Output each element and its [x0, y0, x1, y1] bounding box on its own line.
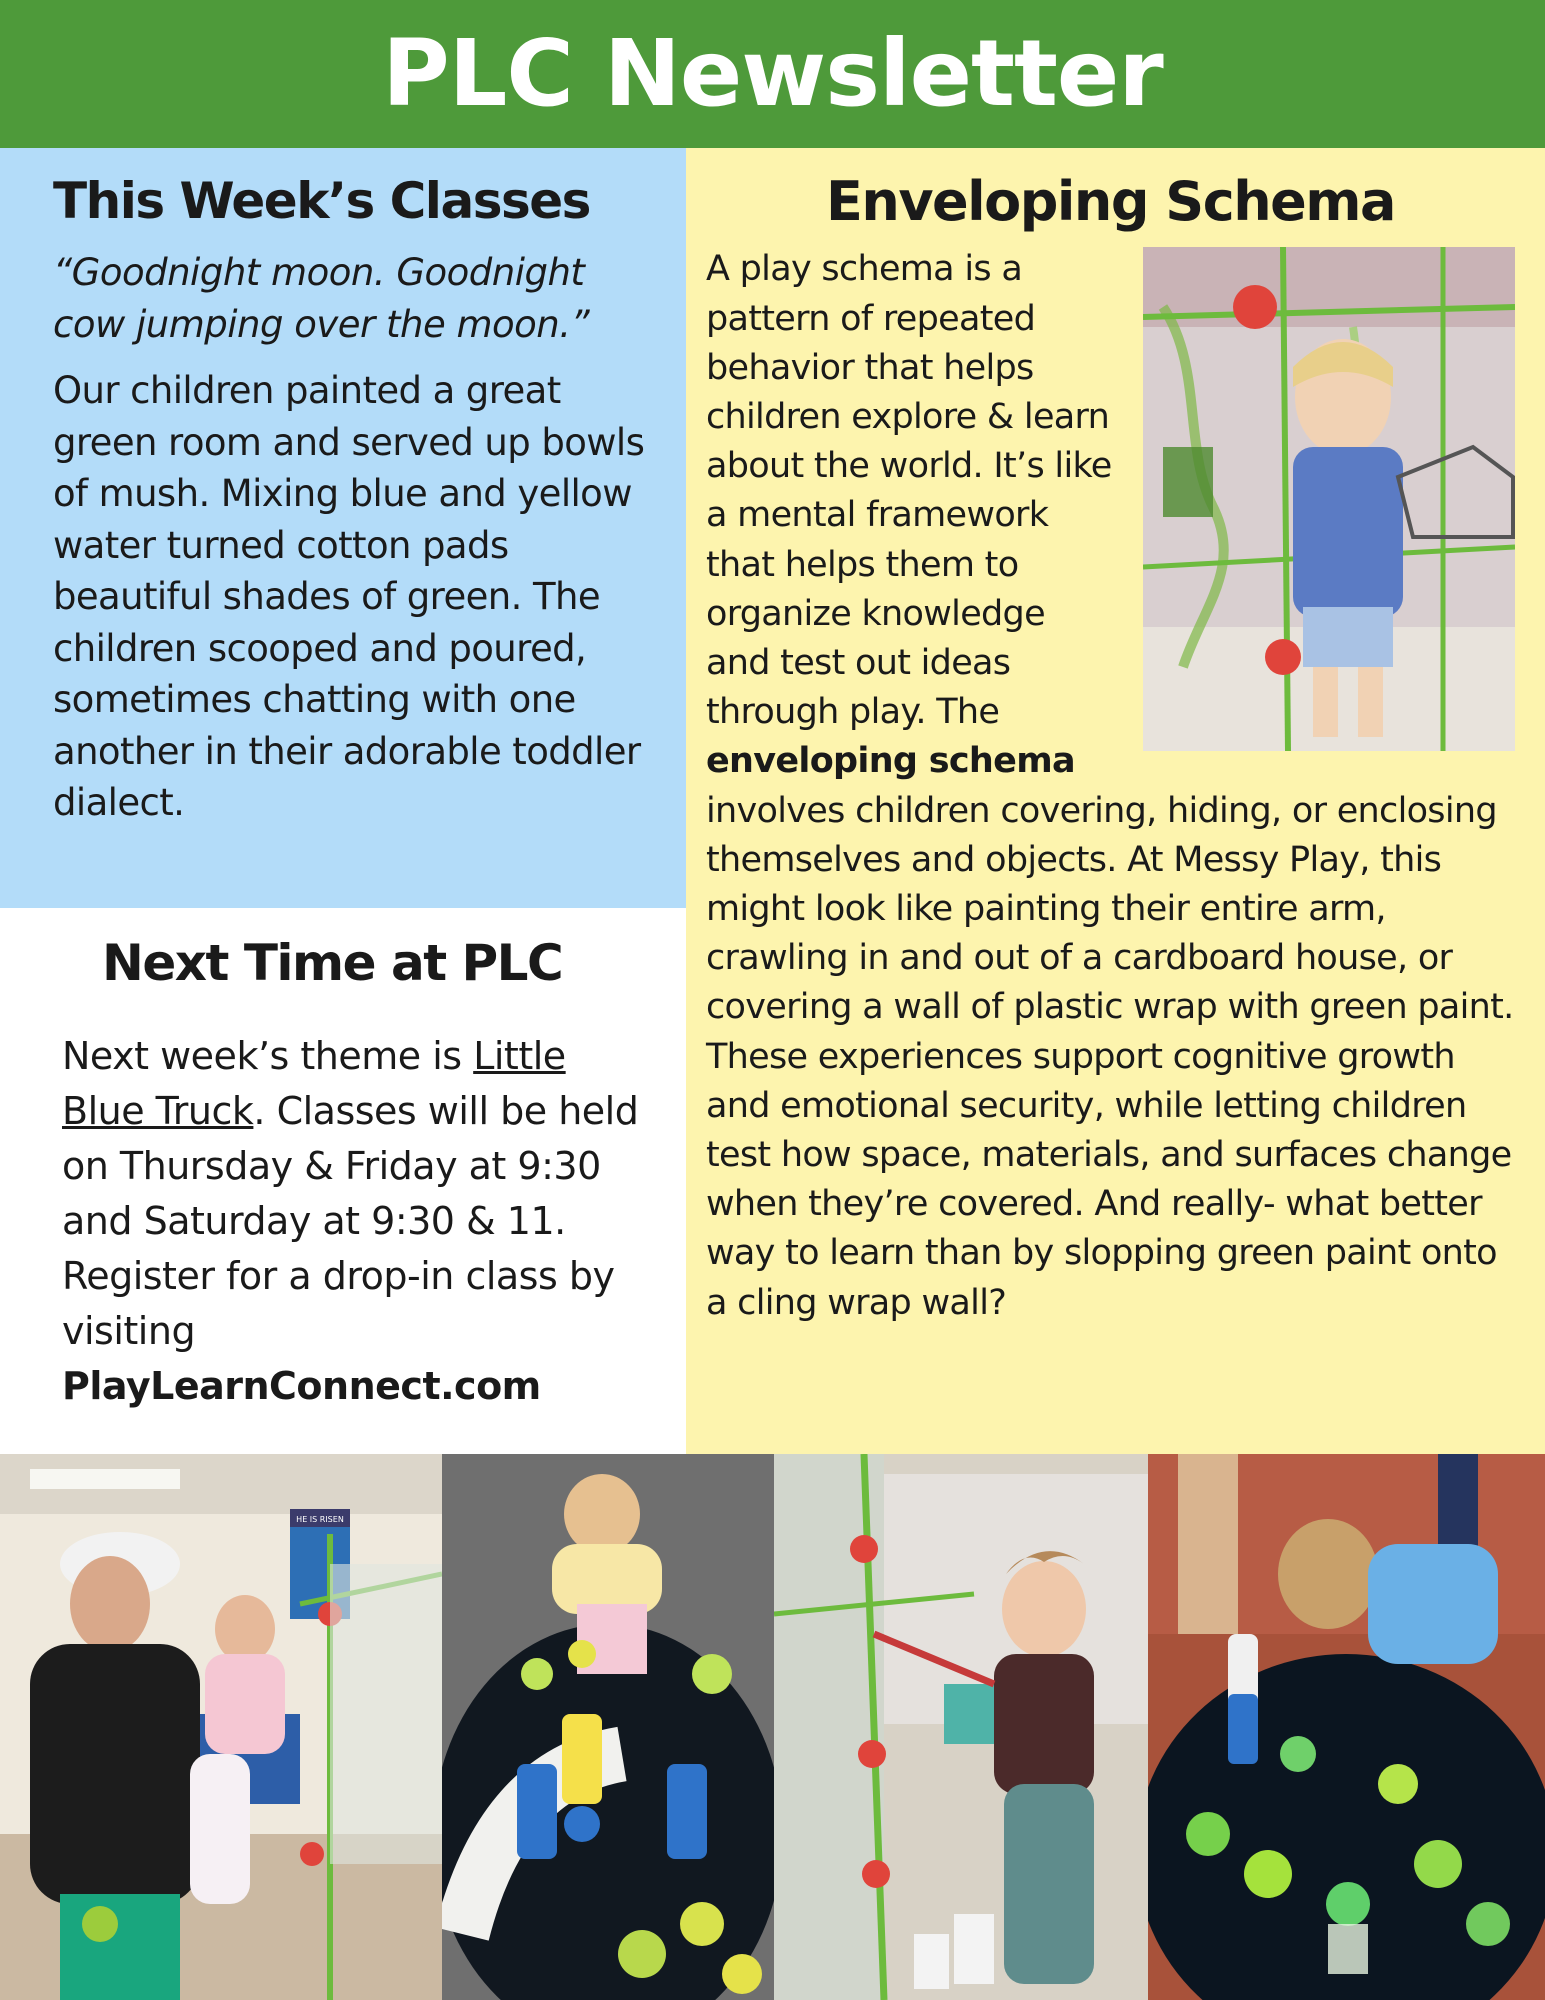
child-pouring-water-photo: [442, 1454, 774, 2000]
newsletter-header: [0, 0, 1545, 148]
next-time-text-before: Next week’s theme is: [62, 1034, 474, 1078]
teacher-holding-child-photo: [0, 1454, 442, 2000]
schema-text-after: involves children covering, hiding, or enclosing themselves and objects. At Messy Play, this might look like painting their entire arm, crawling in and out of a cardboard house, or covering a wall of plastic wrap with green paint. These experiences support cognitive growth and emotional security, while letting children test how space, materials, and surfaces change when they’re covered. And really- what better way to learn than by slopping green paint onto a cling wrap wall?: [706, 790, 1514, 1323]
goodnight-moon-quote: “Goodnight moon. Goodnight cow jumping over the moon.”: [53, 251, 590, 346]
this-week-heading: This Week’s Classes: [53, 172, 590, 230]
schema-heading: Enveloping Schema: [825, 170, 1395, 233]
next-theme-title: Little Blue Truck: [62, 1034, 566, 1133]
child-painting-plastic-wall-photo: [1143, 247, 1515, 751]
this-week-section: [0, 148, 686, 908]
next-time-text-after: . Classes will be held on Thursday & Friday at 9:30 and Saturday at 9:30 & 11. Register for a drop-in class by visiting: [62, 1089, 639, 1353]
he-is-risen-sign: HE IS RISEN: [296, 1515, 344, 1524]
newsletter-title: PLC Newsletter: [382, 20, 1163, 127]
website-link[interactable]: PlayLearnConnect.com: [62, 1364, 541, 1408]
photo-strip: [0, 1454, 1545, 2000]
schema-bold-term: enveloping schema: [706, 741, 1075, 782]
schema-text-before: A play schema is a pattern of repeated behavior that helps children explore & learn about the world. It’s like a mental framework that helps them to organize knowledge and test out ideas through play. The: [706, 249, 1112, 733]
next-time-heading: Next Time at PLC: [102, 934, 563, 992]
next-time-section: [0, 908, 686, 1454]
next-time-body: [62, 1029, 652, 1414]
child-with-paintbrush-photo: [774, 1454, 1148, 2000]
child-at-sensory-bin-photo: [1148, 1454, 1545, 2000]
enveloping-schema-section: [686, 148, 1545, 1454]
this-week-body: Our children painted a great green room and served up bowls of mush. Mixing blue and yellow water turned cotton pads beautiful shades of green. The children scooped and poured, sometimes chatting with one another in their adorable toddler dialect.: [53, 369, 645, 824]
